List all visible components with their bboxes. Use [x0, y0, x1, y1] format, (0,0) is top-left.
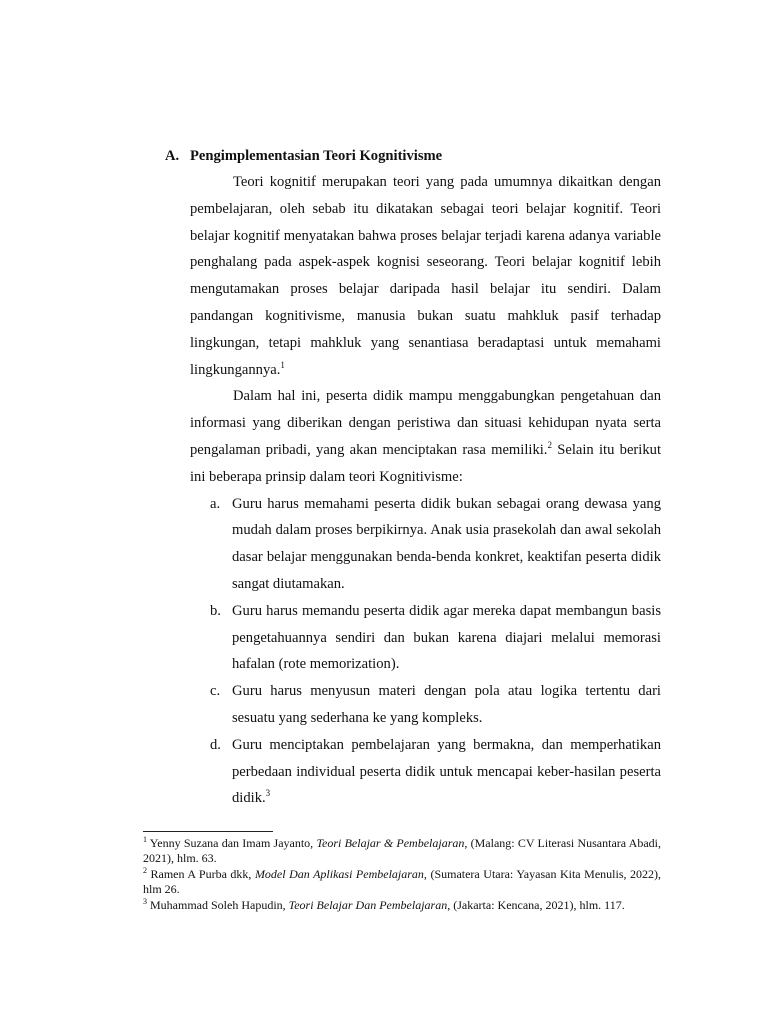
list-item [190, 598, 661, 678]
list-item [190, 491, 661, 598]
footnote-author: Ramen A Purba dkk, [147, 866, 255, 881]
list-item-text: Guru harus memahami peserta didik bukan sebagai orang dewasa yang mudah dalam proses berpikirnya. Anak usia prasekolah dan awal sekolah dasar belajar menggunakan benda-benda konkret, keaktifan peserta didik sangat diutamakan. [232, 495, 661, 592]
footnote-author: Muhammad Soleh Hapudin, [147, 897, 289, 912]
footnote-publication: , (Malang: CV Literasi Nusantara Abadi, 2021), hlm. 63. [143, 836, 661, 866]
section-title: Pengimplementasian Teori Kognitivisme [190, 148, 443, 164]
footnote-number: 3 [143, 896, 147, 906]
footnote-title: Teori Belajar Dan Pembelajaran [288, 897, 448, 912]
body-text [190, 169, 661, 812]
section-number: A. [165, 148, 180, 164]
footnote-1 [143, 836, 661, 867]
footnote-publication: , (Jakarta: Kencana, 2021), hlm. 117. [447, 897, 625, 912]
section-heading [165, 146, 442, 166]
principles-list [190, 491, 661, 813]
list-item-text: Guru harus menyusun materi dengan pola atau logika tertentu dari sesuatu yang sederhana ke yang kompleks. [232, 683, 661, 726]
list-marker: b. [210, 602, 221, 619]
paragraph-2-text-after: Selain itu berikut ini beberapa prinsip dalam teori Kognitivisme: [190, 441, 661, 485]
footnote-ref-3: 3 [265, 788, 271, 799]
paragraph-1 [190, 169, 661, 383]
footnote-3 [143, 898, 661, 913]
paragraph-2 [190, 383, 661, 490]
footnote-author: Yenny Suzana dan Imam Jayanto, [147, 836, 317, 850]
footnote-publication: , (Sumatera Utara: Yayasan Kita Menulis, 2022), hlm 26. [143, 866, 662, 897]
list-item-text: Guru harus memandu peserta didik agar mereka dapat membangun basis pengetahuannya sendiri dan bukan karena diajari melalui memorasi hafalan (rote memorization). [232, 602, 661, 673]
footnotes [143, 836, 661, 913]
list-item [190, 678, 661, 732]
list-marker: c. [210, 683, 221, 700]
footnote-2 [143, 867, 661, 898]
footnote-title: Model Dan Aplikasi Pembelajaran [254, 866, 424, 881]
footnote-divider [143, 831, 273, 832]
footnote-number: 2 [143, 865, 147, 875]
list-marker: a. [210, 495, 221, 512]
list-item-text: Guru menciptakan pembelajaran yang bermakna, dan memperhatikan perbedaan individual peserta didik untuk mencapai keber-hasilan peserta didik. [232, 736, 661, 807]
paragraph-1-text: Teori kognitif merupakan teori yang pada umumnya dikaitkan dengan pembelajaran, oleh sebab itu dikatakan sebagai teori belajar kognitif. Teori belajar kognitif menyatakan bahwa proses belajar terjadi karena adanya variable penghalang pada aspek-aspek kognisi seseorang. Teori belajar kognitif lebih mengutamakan proses belajar daripada hasil belajar itu sendiri. Dalam pandangan kognitivisme, manusia bukan suatu mahkluk pasif terhadap lingkungan, tetapi mahkluk yang senantiasa beradaptasi untuk memahami lingkungannya. [190, 174, 661, 378]
list-item [190, 732, 661, 812]
paragraph-2-text-before: Dalam hal ini, peserta didik mampu menggabungkan pengetahuan dan informasi yang diberikan dengan peristiwa dan situasi kehidupan nyata serta pengalaman pribadi, yang akan menciptakan rasa memiliki. [190, 388, 661, 458]
footnote-ref-1: 1 [280, 359, 285, 370]
footnote-ref-2: 2 [547, 440, 552, 451]
footnote-number: 1 [143, 835, 147, 844]
list-marker: d. [210, 736, 221, 753]
footnote-title: Teori Belajar & Pembelajaran [316, 836, 465, 850]
